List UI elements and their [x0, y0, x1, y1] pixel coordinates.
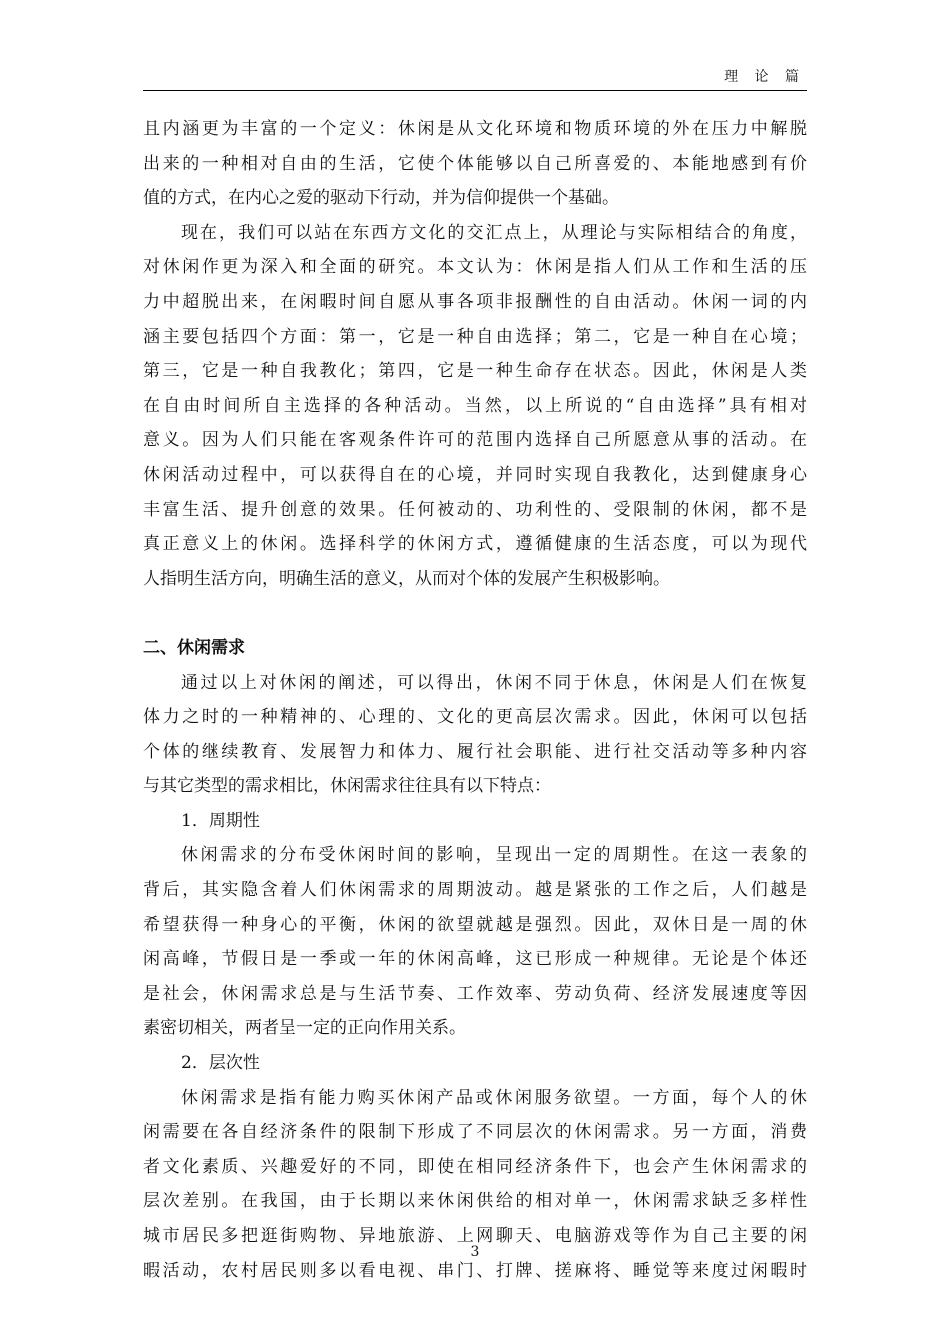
header-title: 理 论 篇: [724, 69, 805, 85]
subsection-heading-hierarchy: 2．层次性: [181, 1053, 260, 1074]
text-line: 者文化素质、兴趣爱好的不同，即使在相同经济条件下，也会产生休闲需求的: [143, 1156, 807, 1177]
text-line: 现在，我们可以站在东西方文化的交汇点上，从理论与实际相结合的角度，: [181, 222, 807, 243]
text-line: 希望获得一种身心的平衡，休闲的欲望就越是强烈。因此，双休日是一周的休: [143, 914, 807, 935]
text-line: 丰富生活、提升创意的效果。任何被动的、功利性的、受限制的休闲，都不是: [143, 499, 807, 520]
running-header: [143, 64, 807, 91]
paragraph-leisure-demand: [143, 666, 807, 804]
paragraph-periodicity: [143, 838, 807, 1046]
text-line: 暇活动，农村居民则多以看电视、串门、打牌、搓麻将、睡觉等来度过闲暇时: [143, 1260, 807, 1281]
text-line: 且内涵更为丰富的一个定义：休闲是从文化环境和物质环境的外在压力中解脱: [143, 119, 807, 139]
text-line: 闲高峰，节假日是一季或一年的休闲高峰，这已形成一种规律。无论是个体还: [143, 949, 807, 970]
text-line: 意义。因为人们只能在客观条件许可的范围内选择自己所愿意从事的活动。在: [143, 430, 807, 451]
paragraph-leisure-meaning: [143, 216, 807, 597]
text-line: 个体的继续教育、发展智力和体力、履行社会职能、进行社交活动等多种内容: [143, 741, 807, 762]
text-line: 与其它类型的需求相比，休闲需求往往具有以下特点：: [143, 776, 551, 797]
text-line: 休闲活动过程中，可以获得自在的心境，并同时实现自我教化，达到健康身心: [143, 464, 807, 485]
text-line: 是社会，休闲需求总是与生活节奏、工作效率、劳动负荷、经济发展速度等因: [143, 983, 807, 1004]
subsection-heading-periodicity: 1．周期性: [181, 810, 260, 831]
text-line: 体力之时的一种精神的、心理的、文化的更高层次需求。因此，休闲可以包括: [143, 707, 807, 728]
document-body: [143, 112, 807, 1288]
section-heading: 二、休闲需求: [143, 637, 245, 658]
text-line: 素密切相关，两者呈一定的正向作用关系。: [143, 1018, 466, 1039]
text-line: 真正意义上的休闲。选择科学的休闲方式，遵循健康的生活态度，可以为现代: [143, 534, 807, 555]
text-line: 休闲需求是指有能力购买休闲产品或休闲服务欲望。一方面，每个人的休: [181, 1087, 807, 1108]
text-line: 力中超脱出来，在闲暇时间自愿从事各项非报酬性的自由活动。休闲一词的内: [143, 291, 807, 312]
paragraph-definition: [143, 112, 807, 216]
text-line: 涵主要包括四个方面：第一，它是一种自由选择；第二，它是一种自在心境；: [143, 326, 807, 347]
text-line: 人指明生活方向，明确生活的意义，从而对个体的发展产生积极影响。: [143, 568, 670, 589]
text-line: 闲需要在各自经济条件的限制下形成了不同层次的休闲需求。另一方面，消费: [143, 1122, 807, 1143]
text-line: 层次差别。在我国，由于长期以来休闲供给的相对单一，休闲需求缺乏多样性: [143, 1191, 807, 1212]
text-line: 对休闲作更为深入和全面的研究。本文认为：休闲是指人们从工作和生活的压: [143, 257, 807, 278]
text-line: 通过以上对休闲的阐述，可以得出，休闲不同于休息，休闲是人们在恢复: [181, 672, 807, 693]
page-number: 3: [470, 1244, 480, 1260]
paragraph-spacer: [143, 596, 807, 631]
text-line: 出来的一种相对自由的生活，它使个体能够以自己所喜爱的、本能地感到有价: [143, 153, 807, 174]
text-line: 第三，它是一种自我教化；第四，它是一种生命存在状态。因此，休闲是人类: [143, 361, 807, 382]
text-line: 休闲需求的分布受休闲时间的影响，呈现出一定的周期性。在这一表象的: [181, 845, 807, 866]
text-line: 城市居民多把逛街购物、异地旅游、上网聊天、电脑游戏等作为自己主要的闲: [143, 1226, 807, 1246]
text-line: 背后，其实隐含着人们休闲需求的周期波动。越是紧张的工作之后，人们越是: [143, 880, 807, 901]
text-line: 值的方式，在内心之爱的驱动下行动，并为信仰提供一个基础。: [143, 188, 619, 209]
text-line: 在自由时间所自主选择的各种活动。当然，以上所说的“自由选择”具有相对: [143, 395, 807, 416]
